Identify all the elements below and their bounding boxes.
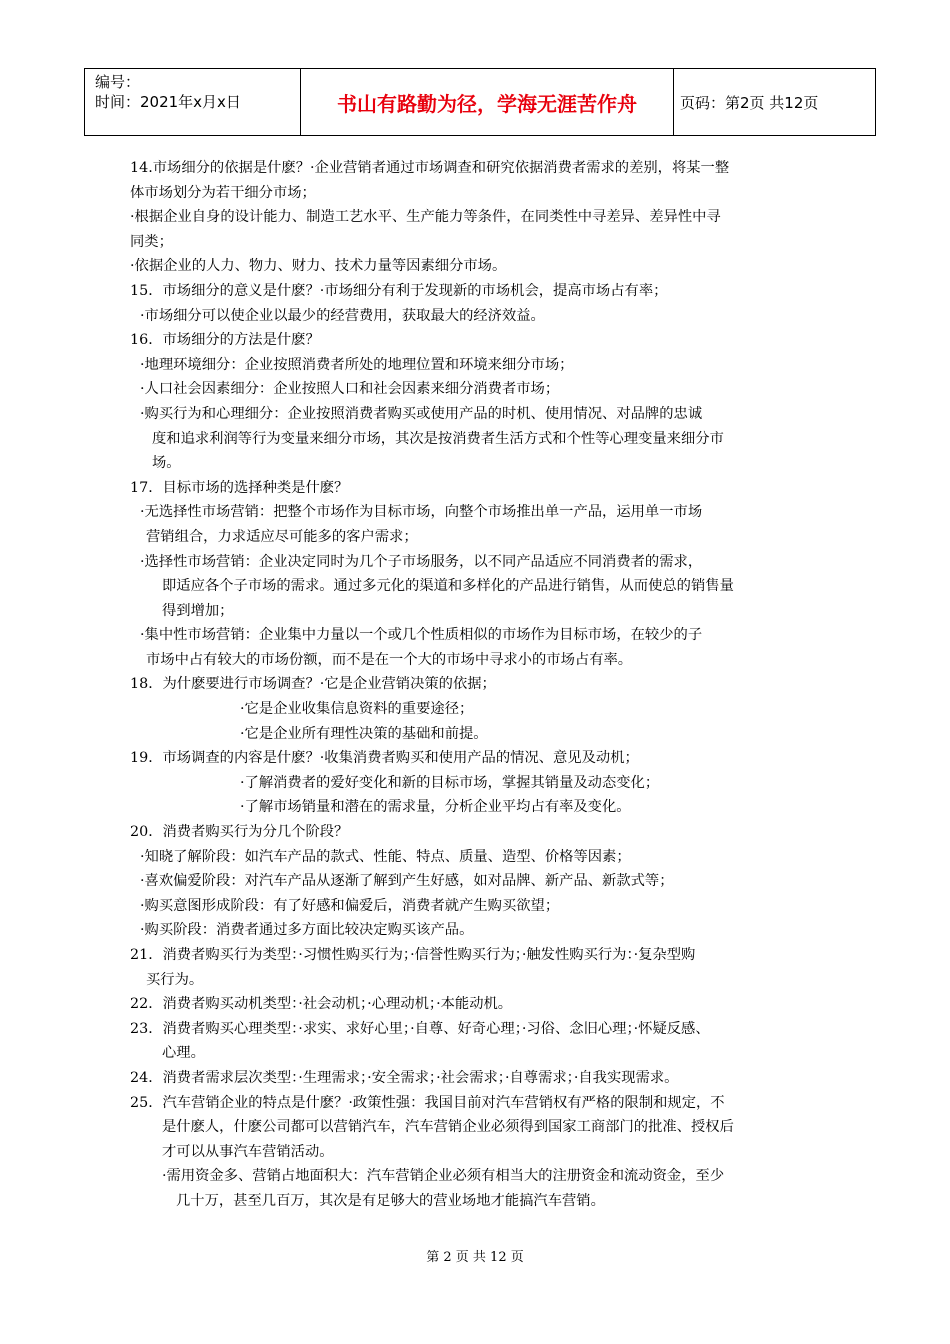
document-header	[84, 68, 876, 136]
text-line: ·根据企业自身的设计能力、制造工艺水平、生产能力等条件，在同类性中寻差异、差异性中寻	[130, 209, 721, 226]
header-page-label: 页码：第2页 共12页	[674, 69, 876, 136]
text-line: ·地理环境细分：企业按照消费者所处的地理位置和环境来细分市场；	[140, 356, 574, 373]
text-line: 营销组合，力求适应尽可能多的客户需求；	[146, 528, 418, 545]
header-meta	[85, 69, 301, 136]
document-body	[130, 156, 842, 1214]
text-line: 才可以从事汽车营销活动。	[162, 1143, 334, 1160]
text-line: 20．消费者购买行为分几个阶段？	[130, 824, 349, 841]
text-line: 17．目标市场的选择种类是什麽？	[130, 479, 349, 496]
text-line: ·需用资金多、营销占地面积大：汽车营销企业必须有相当大的注册资金和流动资金，至少	[162, 1168, 725, 1185]
text-line: ·了解消费者的爱好变化和新的目标市场，掌握其销量及动态变化；	[240, 774, 660, 791]
text-line: 即适应各个子市场的需求。通过多元化的渠道和多样化的产品进行销售，从而使总的销售量	[162, 578, 734, 595]
text-line: 度和追求利润等行为变量来细分市场，其次是按消费者生活方式和个性等心理变量来细分市	[152, 430, 724, 447]
text-line: 体市场划分为若干细分市场；	[130, 184, 316, 201]
time-label: 时间：2021年x月x日	[95, 93, 241, 111]
text-line: ·它是企业所有理性决策的基础和前提。	[240, 725, 488, 742]
text-line: ·购买行为和心理细分：企业按照消费者购买或使用产品的时机、使用情况、对品牌的忠诚	[140, 405, 703, 422]
text-line: ·市场细分可以使企业以最少的经营费用，获取最大的经济效益。	[140, 307, 545, 324]
text-line: ·集中性市场营销：企业集中力量以一个或几个性质相似的市场作为目标市场，在较少的子	[140, 627, 703, 644]
text-line: 是什麽人，什麽公司都可以营销汽车，汽车营销企业必须得到国家工商部门的批准、授权后	[162, 1119, 734, 1136]
text-line: 24．消费者需求层次类型：·生理需求；·安全需求；·社会需求；·自尊需求；·自我实现需求。	[130, 1069, 679, 1086]
text-line: ·喜欢偏爱阶段：对汽车产品从逐渐了解到产生好感，如对品牌、新产品、新款式等；	[140, 873, 674, 890]
text-line: ·选择性市场营销：企业决定同时为几个子市场服务，以不同产品适应不同消费者的需求，	[140, 553, 703, 570]
text-line: 买行为。	[146, 971, 204, 988]
text-line: 得到增加；	[162, 602, 234, 619]
text-line: 15．市场细分的意义是什麽？·市场细分有利于发现新的市场机会，提高市场占有率；	[130, 282, 668, 299]
text-line: 场。	[152, 455, 181, 472]
text-line: 几十万，甚至几百万，其次是有足够大的营业场地才能搞汽车营销。	[176, 1192, 605, 1209]
text-line: ·人口社会因素细分：企业按照人口和社会因素来细分消费者市场；	[140, 381, 560, 398]
text-line: ·购买意图形成阶段：有了好感和偏爱后，消费者就产生购买欲望；	[140, 897, 560, 914]
page-footer: 第 2 页 共 12 页	[426, 1250, 524, 1265]
text-line: 19．市场调查的内容是什麽？·收集消费者购买和使用产品的情况、意见及动机；	[130, 750, 639, 767]
text-line: 市场中占有较大的市场份额，而不是在一个大的市场中寻求小的市场占有率。	[146, 651, 633, 668]
text-line: 14.市场细分的依据是什麽？·企业营销者通过市场调查和研究依据消费者需求的差别，将某一整	[130, 160, 730, 176]
text-line: 心理。	[162, 1045, 205, 1062]
text-line: 18．为什麽要进行市场调查？·它是企业营销决策的依据；	[130, 676, 496, 693]
text-line: 23．消费者购买心理类型：·求实、求好心里；·自尊、好奇心理；·习俗、念旧心理；·怀疑反感、	[130, 1020, 710, 1037]
text-line: ·购买阶段：消费者通过多方面比较决定购买该产品。	[140, 922, 474, 939]
text-line: ·它是企业收集信息资料的重要途径；	[240, 701, 474, 718]
text-line: ·无选择性市场营销：把整个市场作为目标市场，向整个市场推出单一产品，运用单一市场	[140, 504, 703, 521]
text-line: 同类；	[130, 233, 173, 250]
number-label: 编号：	[95, 73, 141, 91]
text-line: 21．消费者购买行为类型：·习惯性购买行为；·信誉性购买行为；·触发性购买行为：·复杂型购	[130, 947, 696, 963]
text-line: 22．消费者购买动机类型：·社会动机；·心理动机；·本能动机。	[130, 996, 513, 1013]
header-motto: 书山有路勤为径，学海无涯苦作舟	[301, 69, 674, 136]
text-line: 25．汽车营销企业的特点是什麽？·政策性强：我国目前对汽车营销权有严格的限制和规定，不	[130, 1094, 725, 1111]
text-line: ·知晓了解阶段：如汽车产品的款式、性能、特点、质量、造型、价格等因素；	[140, 848, 631, 865]
text-line: ·了解市场销量和潜在的需求量，分析企业平均占有率及变化。	[240, 799, 631, 816]
text-line: ·依据企业的人力、物力、财力、技术力量等因素细分市场。	[130, 258, 507, 275]
text-line: 16．市场细分的方法是什麽？	[130, 332, 320, 349]
